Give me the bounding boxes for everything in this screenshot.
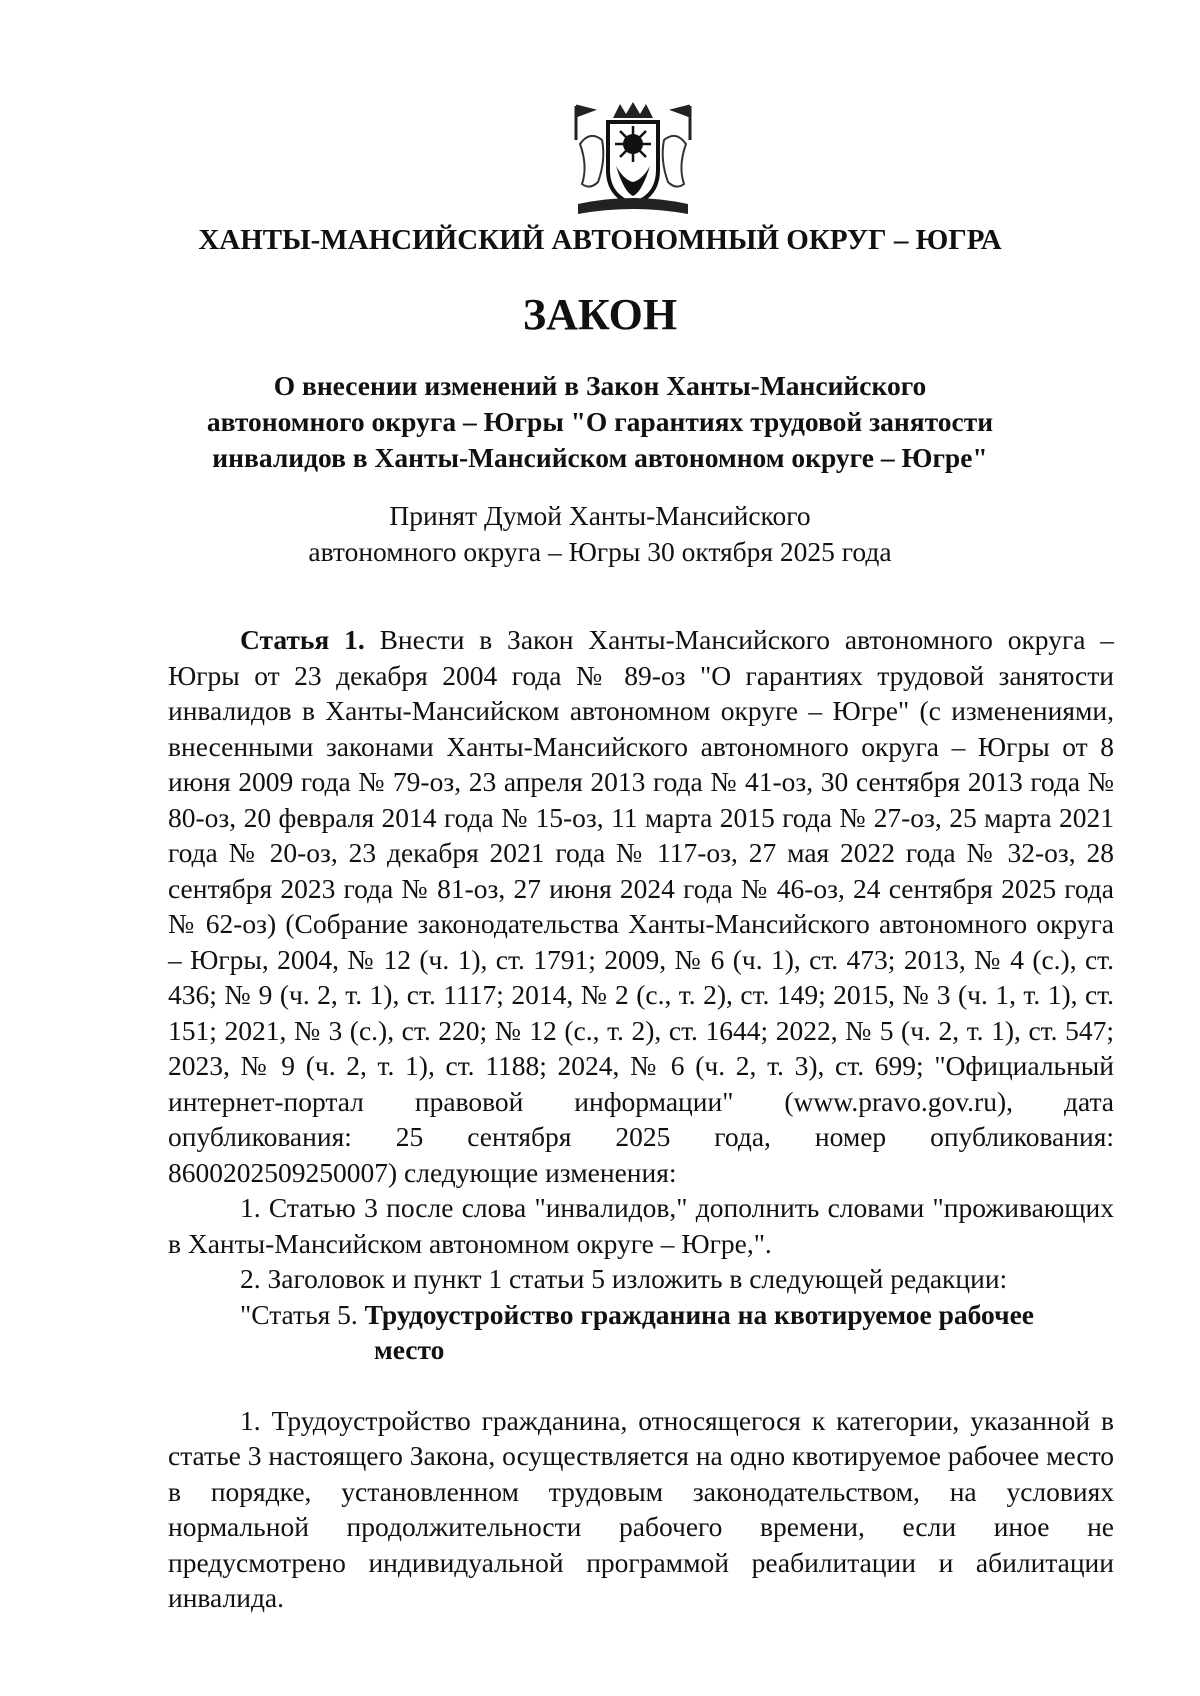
article-5-prefix: "Статья 5. [240,1298,358,1330]
document-body [168,622,1114,1616]
adoption-note [0,498,1200,570]
article-5-title: Трудоустройство гражданина на квотируемое рабочее [364,1298,1034,1330]
article-5-heading [168,1297,1114,1333]
article-5-title-cont: место [374,1334,445,1365]
law-title-line: О внесении изменений в Закон Ханты-Мансийского [273,370,927,401]
law-title-line: автономного округа – Югры "О гарантиях трудовой занятости [206,406,994,437]
law-title [0,368,1200,476]
article-1-paragraph [168,622,1114,1190]
adoption-line: автономного округа – Югры 30 октября 2025 года [308,536,892,567]
amendment-item-2: 2. Заголовок и пункт 1 статьи 5 изложить в следующей редакции: [240,1263,1008,1294]
region-heading: ХАНТЫ-МАНСИЙСКИЙ АВТОНОМНЫЙ ОКРУГ – ЮГРА [198,224,1002,256]
document-type: ЗАКОН [522,290,678,339]
coat-of-arms-icon [568,100,698,222]
article-text: Внести в Закон Ханты-Мансийского автономного округа – Югры от 23 декабря 2004 года № 89-оз "О гарантиях трудовой занятости инвалидов в Ханты-Мансийском автономном округе – Югре" (с изменениями, внесенными законами Ханты-Мансийского автономного округа – Югры от 8 июня 2009 года № 79-оз, 23 апреля 2013 года № 41-оз, 30 сентября 2013 года № 80-оз, 20 февраля 2014 года № 15-оз, 11 марта 2015 года № 27-оз, 25 марта 2021 года № 20-оз, 23 декабря 2021 года № 117-оз, 27 мая 2022 года № 32-оз, 28 сентября 2023 года № 81-оз, 27 июня 2024 года № 46-оз, 24 сентября 2025 года № 62-оз) (Собрание законодательства Ханты-Мансийского автономного округа – Югры, 2004, № 12 (ч. 1), ст. 1791; 2009, № 6 (ч. 1), ст. 473; 2013, № 4 (с.), ст. 436; № 9 (ч. 2, т. 1), ст. 1117; 2014, № 2 (с., т. 2), ст. 149; 2015, № 3 (ч. 1, т. 1), ст. 151; 2021, № 3 (с.), ст. 220; № 12 (с., т. 2), ст. 1644; 2022, № 5 (ч. 2, т. 1), ст. 547; 2023, № 9 (ч. 2, т. 1), ст. 1188; 2024, № 6 (ч. 2, т. 3), ст. 699; "Официальный интернет-портал правовой информации" (www.pravo.gov.ru), дата опубликования: 25 сентября 2025 года, номер опубликования: 8600202509250007) следующие изменения: [168,624,1114,1188]
article-5-point-1: 1. Трудоустройство гражданина, относящегося к категории, указанной в статье 3 настоящего Закона, осуществляется на одно квотируемое рабочее место в порядке, установленном трудовым законодательством, на условиях нормальной продолжительности рабочего времени, если иное не предусмотрено индивидуальной программой реабилитации и абилитации инвалида. [168,1404,1114,1613]
adoption-line: Принят Думой Ханты-Мансийского [389,500,811,531]
amendment-item-1: 1. Статью 3 после слова "инвалидов," дополнить словами "проживающих в Ханты-Мансийском автономном округе – Югре,". [168,1192,1114,1259]
article-heading: Статья 1. [240,624,365,655]
law-title-line: инвалидов в Ханты-Мансийском автономном округе – Югре" [212,442,988,473]
